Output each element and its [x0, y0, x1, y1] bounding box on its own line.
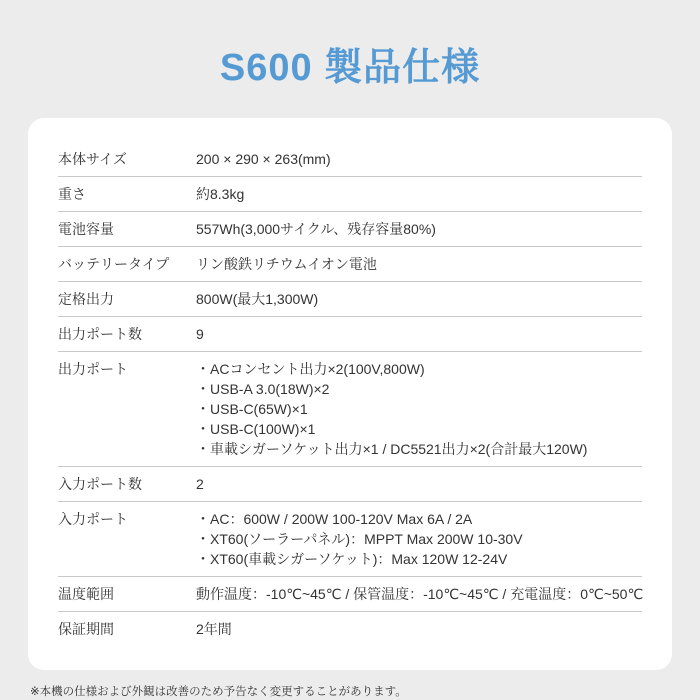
spec-value-line: ・XT60(車載シガーソケット)：Max 120W 12-24V — [196, 551, 508, 567]
spec-row-rated-output — [58, 282, 642, 317]
spec-value-line: ・XT60(ソーラーパネル)：MPPT Max 200W 10-30V — [196, 531, 523, 547]
spec-value-line: ・AC：600W / 200W 100-120V Max 6A / 2A — [196, 511, 473, 527]
spec-row-input-ports — [58, 502, 642, 577]
spec-label: 温度範囲 — [58, 586, 114, 602]
spec-card — [28, 118, 672, 670]
spec-row-temperature-range — [58, 577, 642, 612]
spec-row-battery-type — [58, 247, 642, 282]
spec-row-warranty — [58, 612, 642, 646]
spec-value-line: ・USB-C(100W)×1 — [196, 421, 316, 437]
spec-value-list — [196, 509, 642, 569]
spec-value: 2年間 — [196, 621, 232, 637]
spec-row-output-port-count — [58, 317, 642, 352]
spec-label: 入力ポート — [58, 511, 128, 527]
spec-value: 動作温度：-10℃~45℃ / 保管温度：-10℃~45℃ / 充電温度：0℃~50℃ — [196, 586, 644, 602]
spec-label: 定格出力 — [58, 291, 114, 307]
spec-label: 保証期間 — [58, 621, 114, 637]
spec-label: 電池容量 — [58, 221, 114, 237]
spec-label: 重さ — [58, 186, 86, 202]
spec-row-battery-capacity — [58, 212, 642, 247]
spec-value: リン酸鉄リチウムイオン電池 — [196, 256, 377, 272]
spec-value: 800W(最大1,300W) — [196, 291, 319, 307]
disclaimer-note: ※本機の仕様および外観は改善のため予告なく変更することがあります。 — [30, 686, 407, 698]
spec-label: 出力ポート — [58, 361, 128, 377]
spec-label: バッテリータイプ — [58, 256, 170, 272]
spec-value-line: ・USB-C(65W)×1 — [196, 401, 308, 417]
spec-value: 約8.3kg — [196, 186, 245, 202]
spec-value-list — [196, 359, 642, 459]
spec-row-input-port-count — [58, 467, 642, 502]
spec-value: 557Wh(3,000サイクル、残存容量80%) — [196, 221, 436, 237]
spec-row-body-size — [58, 142, 642, 177]
spec-label: 入力ポート数 — [58, 476, 142, 492]
page-title: S600 製品仕様 — [219, 47, 481, 89]
spec-value: 9 — [196, 326, 204, 342]
spec-value-line: ・車載シガーソケット出力×1 / DC5521出力×2(合計最大120W) — [196, 441, 588, 457]
spec-value: 2 — [196, 476, 204, 492]
spec-value: 200 × 290 × 263(mm) — [196, 151, 331, 167]
spec-value-line: ・ACコンセント出力×2(100V,800W) — [196, 361, 425, 377]
spec-label: 本体サイズ — [58, 151, 127, 167]
spec-row-output-ports — [58, 352, 642, 467]
spec-label: 出力ポート数 — [58, 326, 142, 342]
spec-value-line: ・USB-A 3.0(18W)×2 — [196, 381, 330, 397]
spec-row-weight — [58, 177, 642, 212]
